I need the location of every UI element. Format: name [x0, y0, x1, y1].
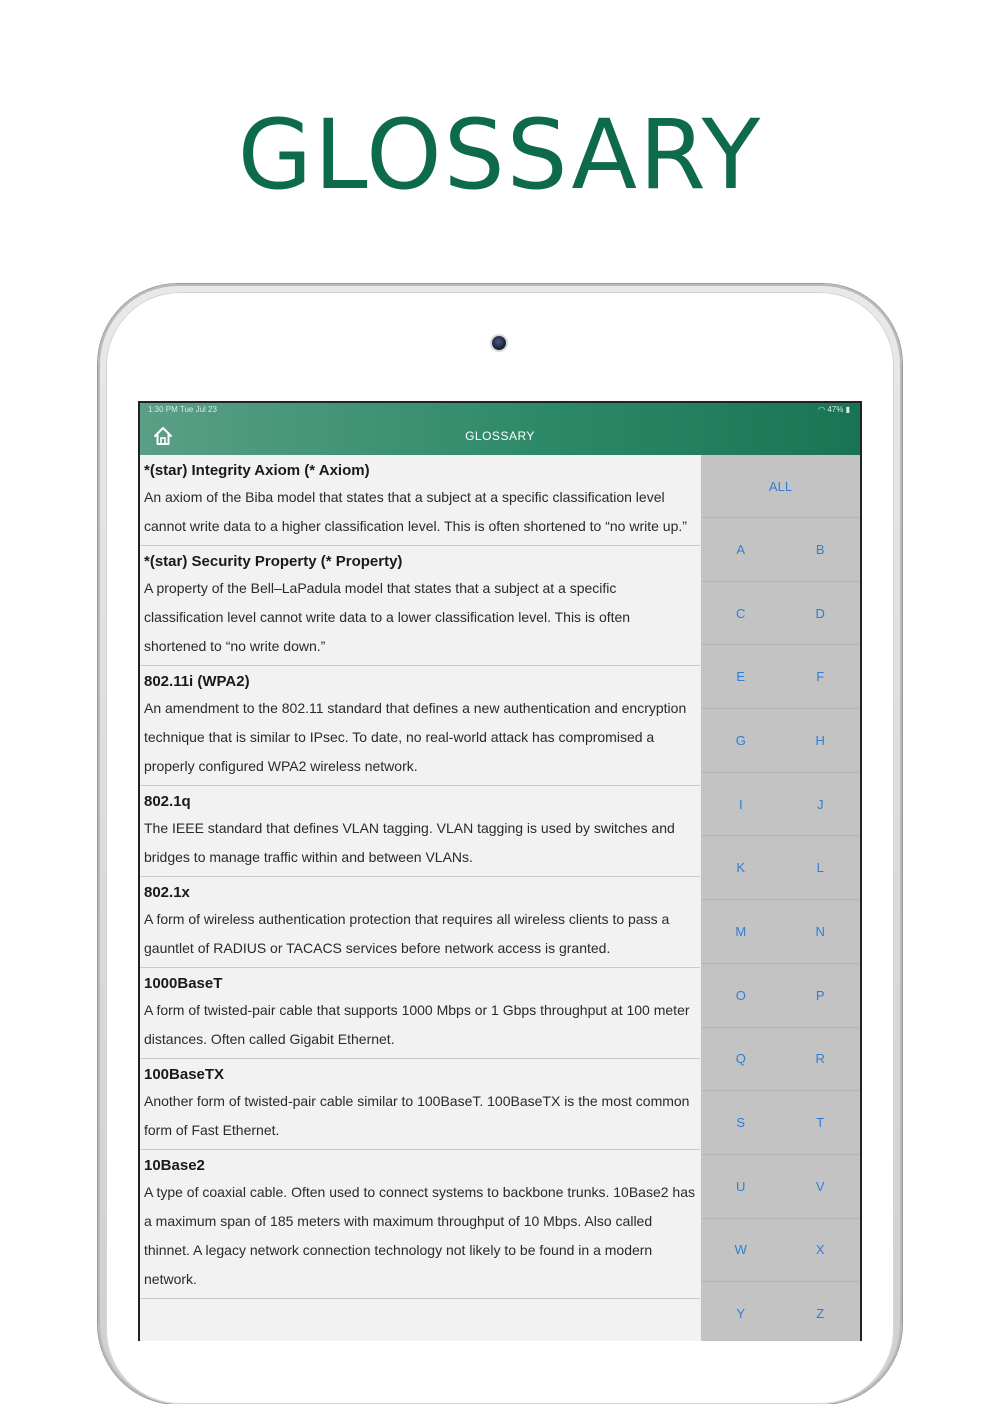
index-letter-button[interactable]: Z	[816, 1306, 825, 1322]
index-row	[701, 773, 860, 837]
index-letter-button[interactable]: K	[736, 860, 746, 876]
glossary-entry[interactable]	[140, 968, 700, 1059]
nav-title: GLOSSARY	[465, 429, 535, 443]
index-row	[701, 518, 860, 582]
term-definition: An axiom of the Biba model that states that a subject at a specific classification level cannot write data to a higher classification level. This is often shortened to “no write up.”	[144, 489, 687, 534]
index-letter-button[interactable]: L	[816, 860, 824, 876]
term-title: *(star) Integrity Axiom (* Axiom)	[144, 462, 370, 479]
index-letter-button[interactable]: X	[815, 1242, 825, 1258]
index-row	[701, 645, 860, 709]
index-row	[701, 1091, 860, 1155]
glossary-entry[interactable]	[140, 877, 700, 968]
index-letter-button[interactable]: Q	[735, 1051, 746, 1067]
term-definition: A form of wireless authentication protection that requires all wireless clients to pass a gauntlet of RADIUS or TACACS services before network access is granted.	[144, 911, 670, 956]
battery-icon: ▮	[845, 405, 850, 414]
index-all-button[interactable]: ALL	[701, 455, 860, 518]
glossary-entry[interactable]	[140, 455, 700, 546]
app-screen	[138, 401, 862, 1341]
index-letter-button[interactable]: T	[816, 1115, 825, 1131]
index-letter-button[interactable]: Y	[736, 1306, 746, 1322]
term-definition: A type of coaxial cable. Often used to connect systems to backbone trunks. 10Base2 has a maximum span of 185 meters with maximum throughput of 10 Mbps. Also called thinnet. A legacy network connection technology not likely to be found in a modern network.	[144, 1184, 695, 1287]
index-letter-button[interactable]: S	[736, 1115, 746, 1131]
index-row	[701, 582, 860, 646]
index-row	[701, 964, 860, 1028]
index-letter-button[interactable]: J	[817, 796, 824, 812]
navigation-bar	[140, 403, 860, 455]
promo-title: GLOSSARY	[237, 99, 763, 211]
index-letter-button[interactable]: N	[815, 923, 825, 939]
status-bar	[140, 403, 860, 417]
wifi-icon: ◠	[818, 405, 826, 414]
glossary-entry[interactable]	[140, 666, 700, 786]
glossary-entry[interactable]	[140, 1059, 700, 1150]
term-definition: A property of the Bell–LaPadula model that states that a subject at a specific classification level cannot write data to a lower classification level. This is often shortened to “no write down.”	[144, 580, 631, 654]
index-letter-button[interactable]: P	[815, 987, 825, 1003]
status-time: 1:30 PM Tue Jul 23	[148, 405, 217, 414]
term-title: 10Base2	[144, 1157, 205, 1174]
index-letter-button[interactable]: W	[734, 1242, 747, 1258]
index-letter-button[interactable]: H	[815, 732, 825, 748]
glossary-entry[interactable]	[140, 1150, 700, 1299]
status-battery	[818, 403, 850, 417]
index-row	[701, 1219, 860, 1283]
term-title: 100BaseTX	[144, 1066, 225, 1083]
index-letter-button[interactable]: A	[736, 541, 746, 557]
term-definition: An amendment to the 802.11 standard that defines a new authentication and encryption technique that is similar to IPsec. To date, no real-world attack has compromised a properly configured WPA2 wireless network.	[144, 700, 687, 774]
battery-percent: 47%	[827, 405, 844, 414]
index-letter-button[interactable]: E	[736, 669, 746, 685]
term-title: 802.1x	[144, 884, 190, 901]
term-title: 802.1q	[144, 793, 191, 810]
index-letter-button[interactable]: O	[735, 987, 746, 1003]
term-title: 802.11i (WPA2)	[144, 673, 250, 690]
index-letter-button[interactable]: F	[816, 669, 825, 685]
term-title: *(star) Security Property (* Property)	[144, 553, 403, 570]
index-letter-button[interactable]: B	[815, 541, 825, 557]
index-row	[701, 1282, 860, 1341]
term-definition: Another form of twisted-pair cable similar to 100BaseT. 100BaseTX is the most common form of Fast Ethernet.	[144, 1093, 690, 1138]
alphabet-index	[701, 455, 860, 1341]
index-letter-button[interactable]: U	[736, 1178, 746, 1194]
glossary-entry[interactable]	[140, 786, 700, 877]
index-row	[701, 709, 860, 773]
index-row	[701, 836, 860, 900]
glossary-entry[interactable]	[140, 546, 700, 666]
index-letter-button[interactable]: D	[815, 605, 825, 621]
term-definition: The IEEE standard that defines VLAN tagging. VLAN tagging is used by switches and bridges to manage traffic within and between VLANs.	[144, 820, 675, 865]
term-definition: A form of twisted-pair cable that supports 1000 Mbps or 1 Gbps throughput at 100 meter distances. Often called Gigabit Ethernet.	[144, 1002, 690, 1047]
index-letter-button[interactable]: V	[815, 1178, 825, 1194]
index-letter-button[interactable]: I	[738, 796, 743, 812]
index-row	[701, 1155, 860, 1219]
term-title: 1000BaseT	[144, 975, 223, 992]
index-letter-button[interactable]: G	[735, 732, 746, 748]
glossary-list[interactable]	[140, 455, 700, 1341]
front-camera	[492, 336, 506, 350]
index-letter-button[interactable]: C	[736, 605, 746, 621]
index-row	[701, 900, 860, 964]
index-letter-button[interactable]: M	[735, 923, 747, 939]
index-row	[701, 1028, 860, 1092]
index-letter-button[interactable]: R	[815, 1051, 825, 1067]
